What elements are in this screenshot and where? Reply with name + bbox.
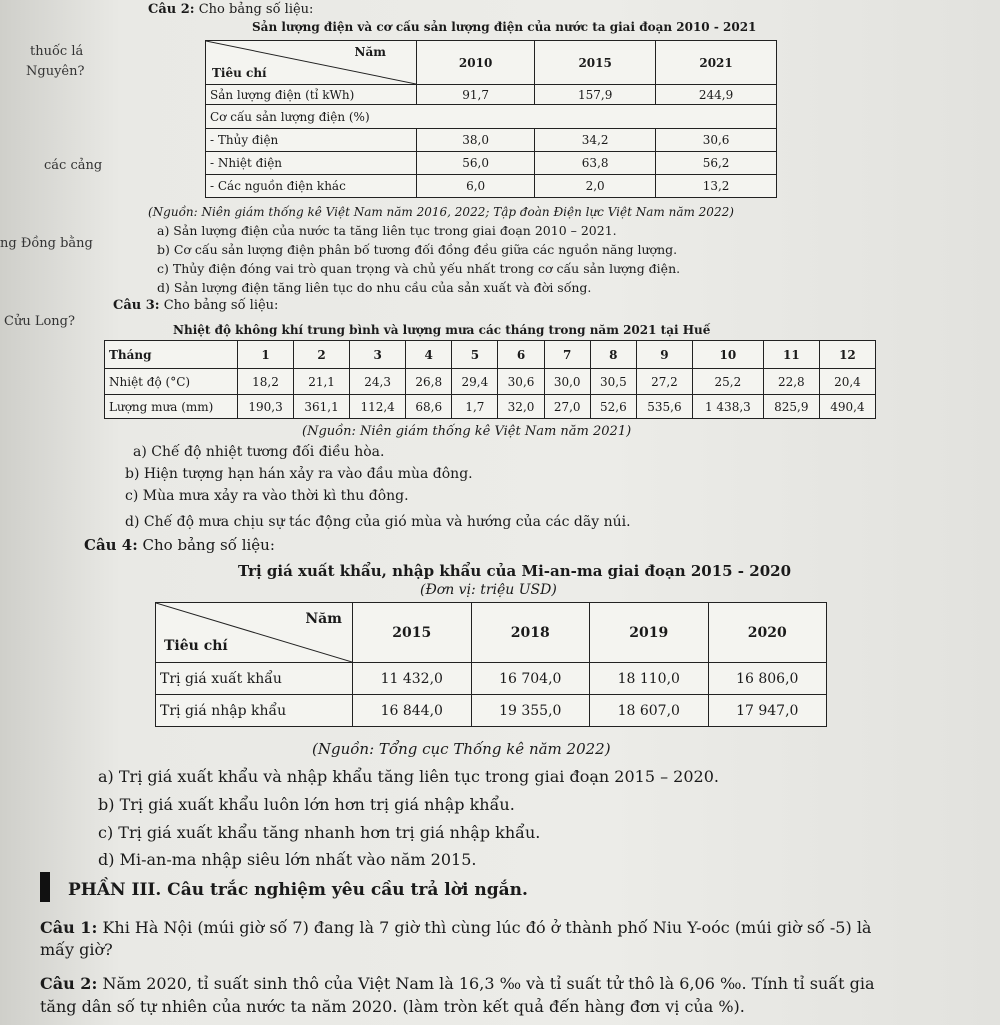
q4-cell: 18 607,0 bbox=[590, 695, 709, 727]
q3-header bbox=[113, 298, 278, 313]
q4-row-label: Trị giá nhập khẩu bbox=[156, 695, 353, 727]
q4-cell: 16 844,0 bbox=[353, 695, 472, 727]
q3-temp-cell: 29,4 bbox=[452, 369, 498, 395]
part3-heading: PHẦN III. Câu trắc nghiệm yêu cầu trả lời ngắn. bbox=[68, 880, 528, 900]
q3-month-cell: 10 bbox=[692, 341, 763, 369]
q2-header bbox=[148, 2, 313, 17]
side-fragment-1: thuốc lá bbox=[30, 44, 84, 59]
q3-temp-cell: 21,1 bbox=[294, 369, 350, 395]
q4-header bbox=[84, 536, 275, 554]
q2-text: Cho bảng số liệu: bbox=[198, 2, 314, 17]
q3-rain-cell: 52,6 bbox=[590, 395, 636, 419]
q2-source: (Nguồn: Niên giám thống kê Việt Nam năm 2016, 2022; Tập đoàn Điện lực Việt Nam năm 2022) bbox=[148, 205, 734, 219]
q2-cell: 34,2 bbox=[535, 129, 656, 152]
q4-row-label: Trị giá xuất khẩu bbox=[156, 663, 353, 695]
q3-month-cell: 5 bbox=[452, 341, 498, 369]
q4-year-2015: 2015 bbox=[353, 603, 472, 663]
q2-cell: 91,7 bbox=[417, 85, 535, 105]
q2-cell: 13,2 bbox=[656, 175, 777, 198]
q4-cell: 16 704,0 bbox=[471, 663, 590, 695]
q2-cell: 157,9 bbox=[535, 85, 656, 105]
q3-rain-cell: 68,6 bbox=[406, 395, 452, 419]
q2-row-label: - Thủy điện bbox=[206, 129, 417, 152]
q4-option-b: b) Trị giá xuất khẩu luôn lớn hơn trị giá nhập khẩu. bbox=[98, 795, 515, 814]
q2-row-label: Cơ cấu sản lượng điện (%) bbox=[206, 105, 777, 129]
q3-rain-label: Lượng mưa (mm) bbox=[105, 395, 238, 419]
q4-cell: 16 806,0 bbox=[708, 663, 827, 695]
q2-option-c: c) Thủy điện đóng vai trò quan trọng và chủ yếu nhất trong cơ cấu sản lượng điện. bbox=[157, 261, 681, 276]
q3-text: Cho bảng số liệu: bbox=[163, 298, 279, 313]
q2-cell: 38,0 bbox=[417, 129, 535, 152]
q4-table bbox=[155, 602, 827, 727]
q2-year-2015: 2015 bbox=[535, 41, 656, 85]
part3-q1-line1 bbox=[40, 918, 871, 937]
side-fragment-4: ng Đồng bằng bbox=[0, 236, 93, 251]
q2-corner-cell bbox=[206, 41, 417, 85]
q3-month-cell: 4 bbox=[406, 341, 452, 369]
q4-option-c: c) Trị giá xuất khẩu tăng nhanh hơn trị giá nhập khẩu. bbox=[98, 823, 541, 842]
q3-label: Câu 3: bbox=[113, 298, 160, 313]
q4-table-title: Trị giá xuất khẩu, nhập khẩu của Mi-an-ma giai đoạn 2015 - 2020 bbox=[238, 562, 792, 580]
q4-label: Câu 4: bbox=[84, 536, 138, 554]
q4-option-a: a) Trị giá xuất khẩu và nhập khẩu tăng liên tục trong giai đoạn 2015 – 2020. bbox=[98, 767, 719, 786]
q4-corner-year: Năm bbox=[305, 611, 342, 627]
q3-month-cell: 2 bbox=[294, 341, 350, 369]
q4-cell: 11 432,0 bbox=[353, 663, 472, 695]
q2-year-2010: 2010 bbox=[417, 41, 535, 85]
q2-year-2021: 2021 bbox=[656, 41, 777, 85]
q3-table-title: Nhiệt độ không khí trung bình và lượng mưa các tháng trong năm 2021 tại Huế bbox=[173, 323, 711, 337]
q4-corner-criteria: Tiêu chí bbox=[164, 638, 228, 654]
q4-year-2018: 2018 bbox=[471, 603, 590, 663]
q4-year-2020: 2020 bbox=[708, 603, 827, 663]
q3-rain-cell: 825,9 bbox=[763, 395, 819, 419]
q2-option-a: a) Sản lượng điện của nước ta tăng liên tục trong giai đoạn 2010 – 2021. bbox=[157, 223, 617, 238]
side-fragment-2: Nguyên? bbox=[26, 64, 85, 79]
section-marker bbox=[40, 872, 50, 902]
q3-option-d: d) Chế độ mưa chịu sự tác động của gió mùa và hướng của các dãy núi. bbox=[125, 514, 631, 530]
q3-temp-cell: 22,8 bbox=[763, 369, 819, 395]
q4-cell: 18 110,0 bbox=[590, 663, 709, 695]
q2-table bbox=[205, 40, 777, 198]
q2-cell: 63,8 bbox=[535, 152, 656, 175]
q2-option-d: d) Sản lượng điện tăng liên tục do nhu cầu của sản xuất và đời sống. bbox=[157, 280, 592, 295]
q2-cell: 6,0 bbox=[417, 175, 535, 198]
q3-month-cell: 3 bbox=[350, 341, 406, 369]
q3-temp-cell: 30,0 bbox=[544, 369, 590, 395]
q2-option-b: b) Cơ cấu sản lượng điện phân bố tương đối đồng đều giữa các nguồn năng lượng. bbox=[157, 242, 678, 257]
q2-row-label: - Nhiệt điện bbox=[206, 152, 417, 175]
q3-month-cell: 8 bbox=[590, 341, 636, 369]
q2-cell: 56,2 bbox=[656, 152, 777, 175]
q3-rain-cell: 361,1 bbox=[294, 395, 350, 419]
q3-temp-cell: 30,5 bbox=[590, 369, 636, 395]
q3-month-cell: 9 bbox=[636, 341, 692, 369]
q3-temp-cell: 25,2 bbox=[692, 369, 763, 395]
part3-q1-text: Khi Hà Nội (múi giờ số 7) đang là 7 giờ thì cùng lúc đó ở thành phố Niu Y-oóc (múi giờ số -5) là bbox=[102, 918, 872, 937]
q3-rain-cell: 1,7 bbox=[452, 395, 498, 419]
q4-year-2019: 2019 bbox=[590, 603, 709, 663]
q4-unit: (Đơn vị: triệu USD) bbox=[420, 582, 557, 598]
q3-source: (Nguồn: Niên giám thống kê Việt Nam năm 2021) bbox=[302, 424, 632, 439]
part3-q2-label: Câu 2: bbox=[40, 974, 98, 993]
q3-temp-cell: 20,4 bbox=[819, 369, 875, 395]
q3-temp-cell: 24,3 bbox=[350, 369, 406, 395]
q3-rain-cell: 112,4 bbox=[350, 395, 406, 419]
q3-rain-cell: 535,6 bbox=[636, 395, 692, 419]
q2-cell: 244,9 bbox=[656, 85, 777, 105]
q2-cell: 30,6 bbox=[656, 129, 777, 152]
q3-option-a: a) Chế độ nhiệt tương đối điều hòa. bbox=[133, 444, 385, 460]
q3-temp-cell: 30,6 bbox=[498, 369, 544, 395]
q2-corner-criteria: Tiêu chí bbox=[212, 66, 267, 80]
q3-rain-cell: 32,0 bbox=[498, 395, 544, 419]
q3-option-c: c) Mùa mưa xảy ra vào thời kì thu đông. bbox=[125, 488, 409, 504]
part3-q2-line1 bbox=[40, 974, 875, 993]
q2-cell: 56,0 bbox=[417, 152, 535, 175]
q2-label: Câu 2: bbox=[148, 2, 195, 17]
q3-rain-cell: 190,3 bbox=[238, 395, 294, 419]
q3-month-cell: 12 bbox=[819, 341, 875, 369]
q3-month-cell: 6 bbox=[498, 341, 544, 369]
part3-q2-text: Năm 2020, tỉ suất sinh thô của Việt Nam là 16,3 ‰ và tỉ suất tử thô là 6,06 ‰. Tính tỉ suất gia bbox=[102, 974, 875, 993]
q3-temp-label: Nhiệt độ (°C) bbox=[105, 369, 238, 395]
q3-month-header: Tháng bbox=[105, 341, 238, 369]
q2-cell: 2,0 bbox=[535, 175, 656, 198]
q3-rain-cell: 490,4 bbox=[819, 395, 875, 419]
part3-q1-label: Câu 1: bbox=[40, 918, 98, 937]
side-fragment-5: Cửu Long? bbox=[4, 314, 75, 329]
part3-q2-line2: tăng dân số tự nhiên của nước ta năm 2020. (làm tròn kết quả đến hàng đơn vị của %). bbox=[40, 997, 745, 1016]
q2-corner-year: Năm bbox=[354, 45, 386, 59]
q4-cell: 19 355,0 bbox=[471, 695, 590, 727]
q3-temp-cell: 27,2 bbox=[636, 369, 692, 395]
q2-row-label: Sản lượng điện (tỉ kWh) bbox=[206, 85, 417, 105]
q3-rain-cell: 1 438,3 bbox=[692, 395, 763, 419]
q2-table-title: Sản lượng điện và cơ cấu sản lượng điện của nước ta giai đoạn 2010 - 2021 bbox=[252, 20, 757, 34]
q3-temp-cell: 18,2 bbox=[238, 369, 294, 395]
part3-q1-line2: mấy giờ? bbox=[40, 940, 113, 959]
q4-option-d: d) Mi-an-ma nhập siêu lớn nhất vào năm 2015. bbox=[98, 850, 477, 869]
q3-month-cell: 1 bbox=[238, 341, 294, 369]
q3-table bbox=[104, 340, 876, 419]
side-fragment-3: các cảng bbox=[44, 158, 103, 173]
q4-source: (Nguồn: Tổng cục Thống kê năm 2022) bbox=[312, 740, 611, 758]
q3-month-cell: 11 bbox=[763, 341, 819, 369]
q3-month-cell: 7 bbox=[544, 341, 590, 369]
q3-option-b: b) Hiện tượng hạn hán xảy ra vào đầu mùa đông. bbox=[125, 466, 473, 482]
q4-cell: 17 947,0 bbox=[708, 695, 827, 727]
q4-text: Cho bảng số liệu: bbox=[142, 536, 275, 554]
q3-temp-cell: 26,8 bbox=[406, 369, 452, 395]
q3-rain-cell: 27,0 bbox=[544, 395, 590, 419]
q4-corner-cell bbox=[156, 603, 353, 663]
q2-row-label: - Các nguồn điện khác bbox=[206, 175, 417, 198]
